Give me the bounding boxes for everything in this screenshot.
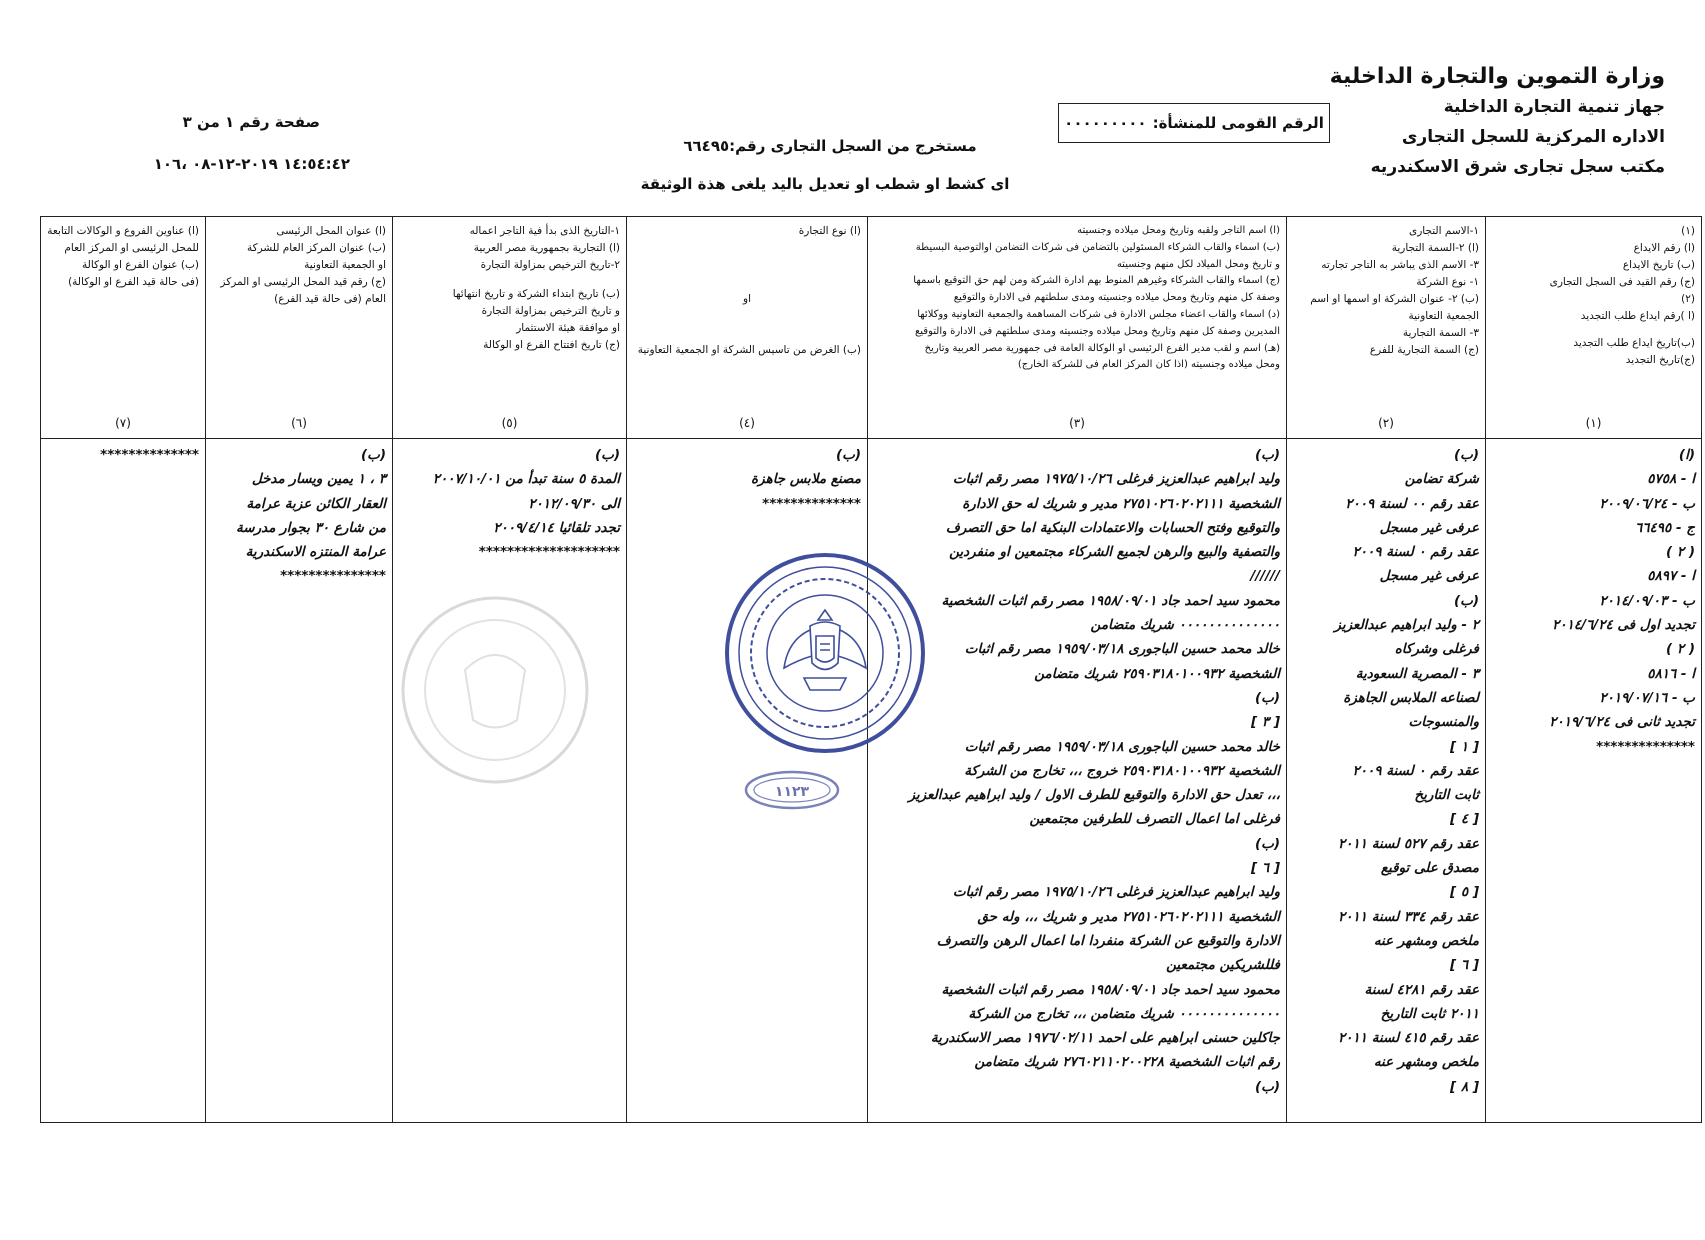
column-3-line: والتوقيع وفتح الحسابات والاعتمادات البنكية اما حق التصرف [945,519,1280,536]
column-7-line: ************** [100,447,199,463]
column-3-line: خالد محمد حسين الباجورى ١٩٥٩/٠٣/١٨ مصر رقم اثبات [964,738,1280,755]
column-3-line: محمود سيد احمد جاد ١٩٥٨/٠٩/٠١ مصر رقم اثبات الشخصية [941,592,1280,609]
column-2-line: ٣ - المصرية السعودية [1355,665,1479,682]
eagle-seal-icon [720,548,930,758]
oval-seal-number: ١١٢٣ [774,784,810,800]
department-name: الاداره المركزية للسجل التجارى [1401,127,1665,147]
column-3-header-line: (د) اسماء والقاب اعضاء مجلس الادارة فى شركات المساهمة والجمعية التعاونية ووكلائها [917,308,1280,320]
column-2-header-line: (ا) ٢-السمة التجارية [1391,242,1479,254]
column-1-line: (ا) [1678,447,1695,463]
ministry-name: وزارة التموين والتجارة الداخلية [1329,64,1665,89]
column-7-header [41,217,205,439]
column-3-line: ٠٠٠٠٠٠٠٠٠٠٠٠٠٠ شريك متضامن ،،، تخارج من الشركة [968,1005,1280,1022]
column-6-header-line: (ب) عنوان المركز العام للشركة [246,242,386,254]
national-id-box [1058,103,1330,143]
column-2-header-line: ٣- السمة التجارية [1402,327,1479,339]
print-datetime: ١٤:٥٤:٤٢ ٢٠١٩-١٢-٠٨ ،١٠٦ [153,155,350,173]
column-5-body [393,439,626,568]
column-3-header-line: المديرين وصفة كل منهم وتاريخ ومحل ميلاده وجنسيته ومدى سلطتهم فى الادارة والتوقيع [914,325,1280,337]
column-4-header-line [633,274,861,291]
column-3-header-line: (ب) اسماء والقاب الشركاء المسئولين بالتضامن فى شركات التضامن اوالتوصية البسيطة [915,241,1280,253]
column-1-line: ( ٢ ) [1665,641,1695,658]
oval-seal-icon [742,768,842,812]
agency-name: جهاز تنمية التجارة الداخلية [1443,97,1665,117]
column-6-line: العقار الكائن عزبة عرامة [246,495,386,512]
column-3-line: وليد ابراهيم عبدالعزيز فرغلى ١٩٧٥/١٠/٢٦ مصر رقم اثبات [952,884,1280,901]
column-5-header-line: ٢-تاريخ الترخيص بمزاولة التجارة [480,259,620,271]
column-3-header-line: ومحل ميلاده وجنسيته (اذا كان المركز العام فى للشركة الخارج) [1017,359,1280,371]
office-name: مكتب سجل تجارى شرق الاسكندريه [1370,157,1665,177]
column-3-header-line: (ج) اسماء والقاب الشركاء وغيرهم المنوط بهم ادارة الشركة ومن لهم حق التوقيع باسمها [913,275,1280,287]
column-1-line: ( ٢ ) [1665,544,1695,561]
oval-seal [742,768,842,816]
column-3-line: الشخصية ٢٥٩٠٣١٨٠١٠٠٩٣٢ شريك متضامن [1034,665,1280,682]
column-1-header-line: (ا )رقم ايداع طلب التجديد [1580,310,1695,322]
column-3-line: [ ٣ ] [1250,714,1280,731]
column-5-line: (ب) [594,447,620,463]
column-1-line: ************** [1596,738,1695,755]
column-6-line: ٣ ، ١ يمين ويسار مدخل [251,471,386,488]
column-5-line: المدة ٥ سنة تبدأ من ٢٠٠٧/١٠/٠١ [432,471,620,488]
column-7 [41,217,205,1122]
column-6-number: (٦) [291,416,307,430]
column-7-header-line: للمحل الرئيسى او المركز العام [64,242,199,254]
column-3-line: فللشريكين مجتمعين [1166,957,1280,974]
column-6-body [206,439,392,593]
column-3-header-line: و تاريخ ومحل الميلاد لكل منهم وجنسيته [1116,258,1280,270]
column-3-header-line: وصفة كل منهم وتاريخ ومحل ميلاده وجنسيته ومدى سلطتهم فى الادارة والتوقيع [953,292,1280,304]
column-6 [205,217,392,1122]
column-4-header [627,217,867,439]
column-5-header [393,217,626,439]
column-2-header-line: (ج) السمة التجارية للفرع [1369,344,1479,356]
official-stamp [720,548,930,762]
column-2-header-line: ١-الاسم التجارى [1408,225,1479,237]
column-4-line: ************** [762,495,861,512]
column-1 [1485,217,1701,1122]
column-1-line: ب - ٢٠١٤/٠٩/٠٣ [1599,592,1695,609]
column-5-header-line: و تاريخ الترخيص بمزاولة التجارة [481,305,620,317]
column-7-number: (٧) [115,416,131,430]
embossed-seal [395,590,595,794]
column-1-header-line: (ب) تاريخ الايداع [1622,259,1695,271]
column-4-line: مصنع ملابس جاهزة [751,471,861,488]
column-2-line: عقد رقم ٠ لسنة ٢٠٠٩ [1352,544,1479,561]
column-6-line: من شارع ٣٠ بجوار مدرسة [236,519,386,536]
column-2-header-line: ٣- الاسم الذى يباشر به التاجر تجارته [1321,259,1479,271]
column-3-line: ،،، تعدل حق الادارة والتوقيع للطرف الاول / وليد ابراهيم عبدالعزيز [908,787,1280,804]
column-5-header-line: (ا) التجارية بجمهورية مصر العربية [473,242,620,254]
column-1-line: ب - ٢٠٠٩/٠٦/٢٤ [1599,495,1695,512]
column-3-line: رقم اثبات الشخصية ٢٧٦٠٢١١٠٢٠٠٢٢٨ شريك متضامن [974,1054,1280,1071]
column-1-number: (١) [1585,416,1602,430]
column-2-header-line: (ب) ٢- عنوان الشركة او اسمها او اسم [1310,293,1479,305]
column-4-body [627,439,867,520]
column-2-line: مصدق على توقيع [1380,860,1479,877]
column-2-line: (ب) [1453,592,1479,609]
column-1-header-line: (١) [1681,225,1695,237]
national-id-label: الرقم القومى للمنشأة: [1152,114,1324,132]
column-4-header-line [633,325,861,342]
column-5-number: (٥) [501,416,518,430]
column-2-line: ملخص ومشهر عنه [1373,932,1479,949]
column-4-header-line: (ب) الغرض من تاسيس الشركة او الجمعية التعاونية [637,344,861,356]
column-2-line: ٢ - وليد ابراهيم عبدالعزيز [1334,617,1479,634]
column-2-line: شركة تضامن [1404,471,1479,488]
column-3-line: محمود سيد احمد جاد ١٩٥٨/٠٩/٠١ مصر رقم اثبات الشخصية [941,981,1280,998]
column-1-line: تجديد ثانى فى ٢٠١٩/٦/٢٤ [1549,714,1695,731]
column-6-line: *************** [280,568,386,585]
column-3-line: جاكلين حسنى ابراهيم على احمد ١٩٧٦/٠٢/١١ مصر الاسكندرية [930,1030,1280,1047]
column-6-header-line: (ج) رقم قيد المحل الرئيسى او المركز [220,276,386,288]
column-1-header-line [1492,325,1695,335]
column-3-header-line: (هـ) اسم و لقب مدير الفرع الرئيسى او الوكالة العامة فى جمهورية مصر العربية وتاريخ [924,342,1280,354]
column-2-line: ملخص ومشهر عنه [1373,1054,1479,1071]
column-3-line: (ب) [1254,835,1280,852]
column-4-line: (ب) [835,447,861,463]
column-2-line: (ب) [1453,447,1479,463]
column-7-body [41,439,205,471]
column-2-line: [ ٨ ] [1449,1078,1479,1095]
column-4-header-line [633,257,861,274]
column-3-line: الشخصية ٢٧٥١٠٢٦٠٢٠٢١١١ مدير و شريك ،،، وله حق [977,908,1280,925]
column-2-line: فرغلى وشركاه [1394,641,1479,658]
column-2-line: والمنسوجات [1408,714,1479,731]
column-2-line: [ ١ ] [1449,738,1479,755]
column-3-header [868,217,1286,439]
column-3-line: (ب) [1254,1078,1280,1095]
column-5-header-line [399,274,620,286]
column-4-header-line [633,240,861,257]
column-5-header-line: او موافقة هيئة الاستثمار [516,322,620,334]
column-3-line: والتصفية والبيع والرهن لجميع الشركاء مجتمعين او منفردين [949,544,1280,561]
column-1-line: ا - ٥٧٥٨ [1647,471,1695,488]
column-4-header-line: (ا) نوع التجارة [798,225,861,237]
column-2-header-line: الجمعية التعاونية [1408,310,1479,322]
column-1-header-line: (ب)تاريخ ايداع طلب التجديد [1573,337,1695,349]
column-5-line: الى ٢٠١٢/٠٩/٣٠ [528,495,620,512]
column-2 [1286,217,1485,1122]
column-6-line: (ب) [360,447,386,463]
column-2-line: عقد رقم ٣٣٤ لسنة ٢٠١١ [1338,908,1479,925]
column-3-number: (٣) [1069,416,1085,431]
column-5-header-line: (ب) تاريخ ابتداء الشركة و تاريخ انتهائها [452,288,620,300]
certificate-title: مستخرج من السجل التجارى رقم:٦٦٤٩٥ [683,137,977,155]
column-1-line: ا - ٥٨١٦ [1647,665,1695,682]
column-6-header-line: (ا) عنوان المحل الرئيسى [276,225,386,237]
column-2-line: عقد رقم ٠ لسنة ٢٠٠٩ [1352,762,1479,779]
column-2-body [1287,439,1485,1103]
column-2-line: [ ٤ ] [1449,811,1479,828]
national-id-value: ٠٠٠٠٠٠٠٠٠ [1064,114,1147,132]
column-1-header-line: (ج)تاريخ التجديد [1625,354,1695,366]
column-1-header-line: (ا) رقم الايداع [1633,242,1695,254]
column-3-header-line: (ا) اسم التاجر ولقبه وتاريخ ومحل ميلاده وجنسيته [1077,225,1280,236]
column-2-line: عرفى غير مسجل [1379,519,1479,536]
column-1-line: تجديد اول فى ٢٠١٤/٦/٢٤ [1552,617,1695,634]
column-3-line: ٠٠٠٠٠٠٠٠٠٠٠٠٠٠ شريك متضامن [1090,617,1280,634]
column-7-header-line: (فى حالة قيد الفرع او الوكالة) [68,276,199,288]
column-1-line: ج - ٦٦٤٩٥ [1635,519,1695,536]
column-2-line: عرفى غير مسجل [1379,568,1479,585]
column-5-header-line: (ج) تاريخ افتتاح الفرع او الوكالة [483,339,620,351]
column-2-line: [ ٦ ] [1449,957,1479,974]
column-6-header-line: او الجمعية التعاونية [304,259,386,271]
column-2-line: عقد رقم ٥٢٧ لسنة ٢٠١١ [1338,835,1479,852]
column-6-header-line: العام (فى حالة قيد الفرع) [274,293,386,305]
embossed-seal-icon [395,590,595,790]
column-4-header-line [633,308,861,325]
column-2-line: عقد رقم ٠٠ لسنة ٢٠٠٩ [1345,495,1479,512]
column-3-line: فرغلى اما اعمال التصرف للطرفين مجتمعين [1029,811,1280,828]
column-1-body [1486,439,1701,763]
column-2-line: ثابت التاريخ [1414,787,1479,804]
column-1-header-line: (٢) [1681,293,1695,305]
column-2-line: لصناعه الملابس الجاهزة [1343,689,1479,706]
column-2-line: ٢٠١١ ثابت التاريخ [1380,1005,1479,1022]
column-5-header-line: ١-التاريخ الذى بدأ فية التاجر اعماله [469,225,620,237]
column-6-line: عرامة المنتزه الاسكندرية [245,544,386,561]
column-3-line: وليد ابراهيم عبدالعزيز فرغلى ١٩٧٥/١٠/٢٦ مصر رقم اثبات [952,471,1280,488]
column-1-header [1486,217,1701,439]
column-3-body [868,439,1286,1103]
column-3-line: الشخصية ٢٥٩٠٣١٨٠١٠٠٩٣٢ خروج ،،، تخارج من الشركة [964,762,1280,779]
column-3-line: [ ٦ ] [1250,860,1280,877]
column-3-line: (ب) [1254,447,1280,463]
column-4-number: (٤) [739,416,755,430]
page-number: صفحة رقم ١ من ٣ [182,113,320,131]
column-1-line: ا - ٥٨٩٧ [1647,568,1695,585]
column-5-line: تجدد تلقائيا ٢٠٠٩/٤/١٤ [493,519,620,536]
column-7-header-line: (ب) عنوان الفرع او الوكالة [82,259,199,271]
column-4-header-line: او [743,293,751,305]
column-1-line: ب - ٢٠١٩/٠٧/١٦ [1599,689,1695,706]
column-3-line: الشخصية ٢٧٥١٠٢٦٠٢٠٢١١١ مدير و شريك له حق الادارة [962,495,1280,512]
column-2-number: (٢) [1378,416,1394,430]
column-3-line: الادارة والتوقيع عن الشركة منفردا اما اعمال الرهن والتصرف [936,932,1280,949]
column-2-header [1287,217,1485,439]
column-2-line: عقد رقم ٤٢٨١ لسنة [1364,981,1479,998]
column-2-header-line: ١- نوع الشركة [1416,276,1479,288]
column-3-line: (ب) [1254,689,1280,706]
column-2-line: [ ٥ ] [1449,884,1479,901]
column-2-line: عقد رقم ٤١٥ لسنة ٢٠١١ [1338,1030,1479,1047]
column-1-header-line: (ج) رقم القيد فى السجل التجارى [1549,276,1695,288]
column-7-header-line: (ا) عناوين الفروع و الوكالات التابعة [47,225,199,237]
column-6-header [206,217,392,439]
tamper-warning: اى كشط او شطب او تعديل باليد يلغى هذة الوثيقة [640,175,1010,193]
column-3-line: خالد محمد حسين الباجورى ١٩٥٩/٠٣/١٨ مصر رقم اثبات [964,641,1280,658]
column-5-line: ******************** [478,544,620,561]
column-3-line: ////// [1250,568,1280,585]
